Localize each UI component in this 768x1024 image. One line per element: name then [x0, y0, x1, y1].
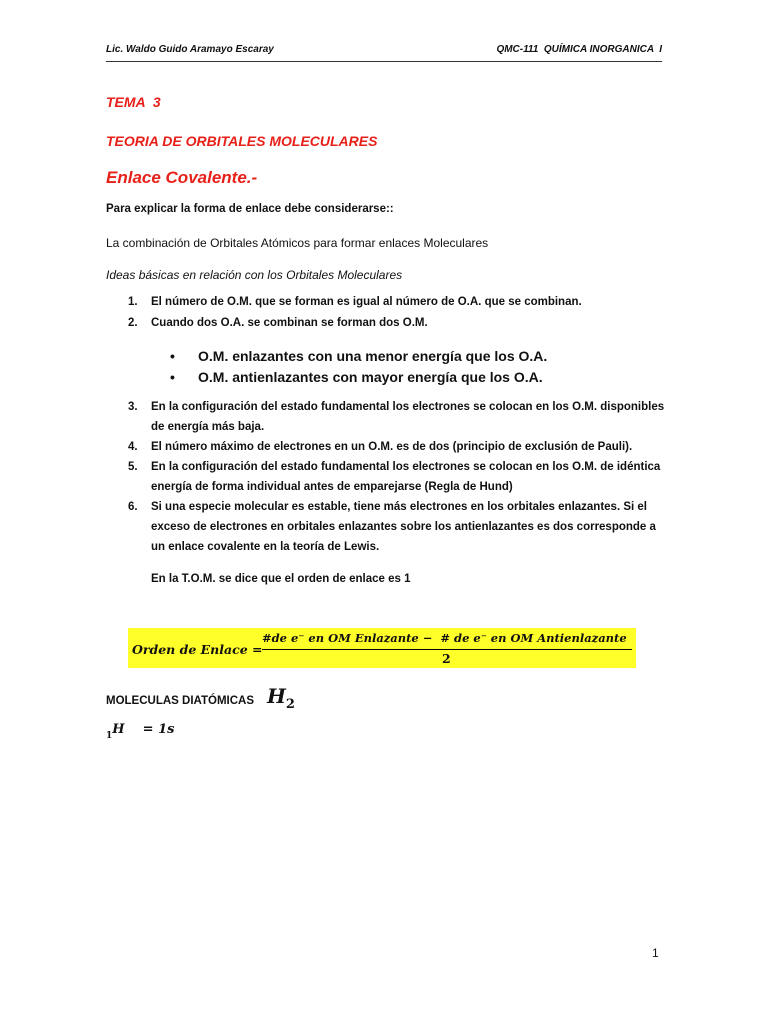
header-course: QMC-111 QUÍMICA INORGANICA I: [496, 44, 662, 55]
header-author: Lic. Waldo Guido Aramayo Escaray: [106, 44, 274, 55]
list-item-number: 5.: [128, 461, 138, 473]
list-item-number: 1.: [128, 296, 138, 308]
page-number: 1: [652, 946, 659, 960]
bullet-mark: •: [170, 369, 175, 385]
hydrogen-config: [106, 722, 175, 741]
formula-numerator: #de e⁻ en OM Enlazante − # de e⁻ en OM Antienlazante: [262, 631, 627, 645]
bullet-mark: •: [170, 348, 175, 364]
page-header: [106, 44, 662, 60]
topic-title: TEORIA DE ORBITALES MOLECULARES: [106, 133, 378, 149]
bond-order-formula: [128, 628, 636, 668]
bullet-text: O.M. antienlazantes con mayor energía que los O.A.: [198, 369, 543, 385]
h2-symbol: $H_2$: [267, 684, 295, 712]
list-item-text: El número de O.M. que se forman es igual al número de O.A. que se combinan.: [151, 296, 582, 308]
list-item-number: 6.: [128, 501, 138, 513]
config-text: H = 1s: [112, 722, 175, 737]
intro-line-2: La combinación de Orbitales Atómicos para formar enlaces Moleculares: [106, 236, 489, 250]
list-item-text: Si una especie molecular es estable, tiene más electrones en los orbitales enlazantes. Si el exceso de electrones en orbitales enlazantes sobre los antienlazantes es dos corresponde a un enlace covalente en la teoría de Lewis.: [151, 501, 656, 553]
list-item-number: 4.: [128, 441, 138, 453]
section-title: Enlace Covalente.-: [106, 168, 258, 187]
intro-line-1: Para explicar la forma de enlace debe considerarse::: [106, 203, 394, 215]
tom-note: En la T.O.M. se dice que el orden de enlace es 1: [151, 573, 411, 585]
intro-line-3: Ideas básicas en relación con los Orbitales Moleculares: [106, 268, 403, 282]
header-rule: [106, 61, 662, 62]
atomic-number: 1: [106, 731, 113, 741]
list-item-text: El número máximo de electrones en un O.M. es de dos (principio de exclusión de Pauli).: [151, 441, 633, 453]
fraction-bar: [262, 649, 632, 650]
formula-denominator: 2: [442, 651, 451, 666]
list-item-text: En la configuración del estado fundamental los electrones se colocan en los O.M. disponibles de energía más baja.: [151, 401, 665, 433]
list-item-number: 2.: [128, 317, 138, 329]
list-item-text: Cuando dos O.A. se combinan se forman dos O.M.: [151, 317, 428, 329]
tema-title: TEMA 3: [106, 94, 161, 110]
molecules-label: MOLECULAS DIATÓMICAS: [106, 695, 255, 707]
list-item-number: 3.: [128, 401, 138, 413]
bullet-text: O.M. enlazantes con una menor energía que los O.A.: [198, 348, 548, 364]
list-item-text: En la configuración del estado fundamental los electrones se colocan en los O.M. de idéntica energía de forma individual antes de emparejarse (Regla de Hund): [151, 461, 661, 493]
formula-lhs: Orden de Enlace =: [132, 642, 263, 657]
